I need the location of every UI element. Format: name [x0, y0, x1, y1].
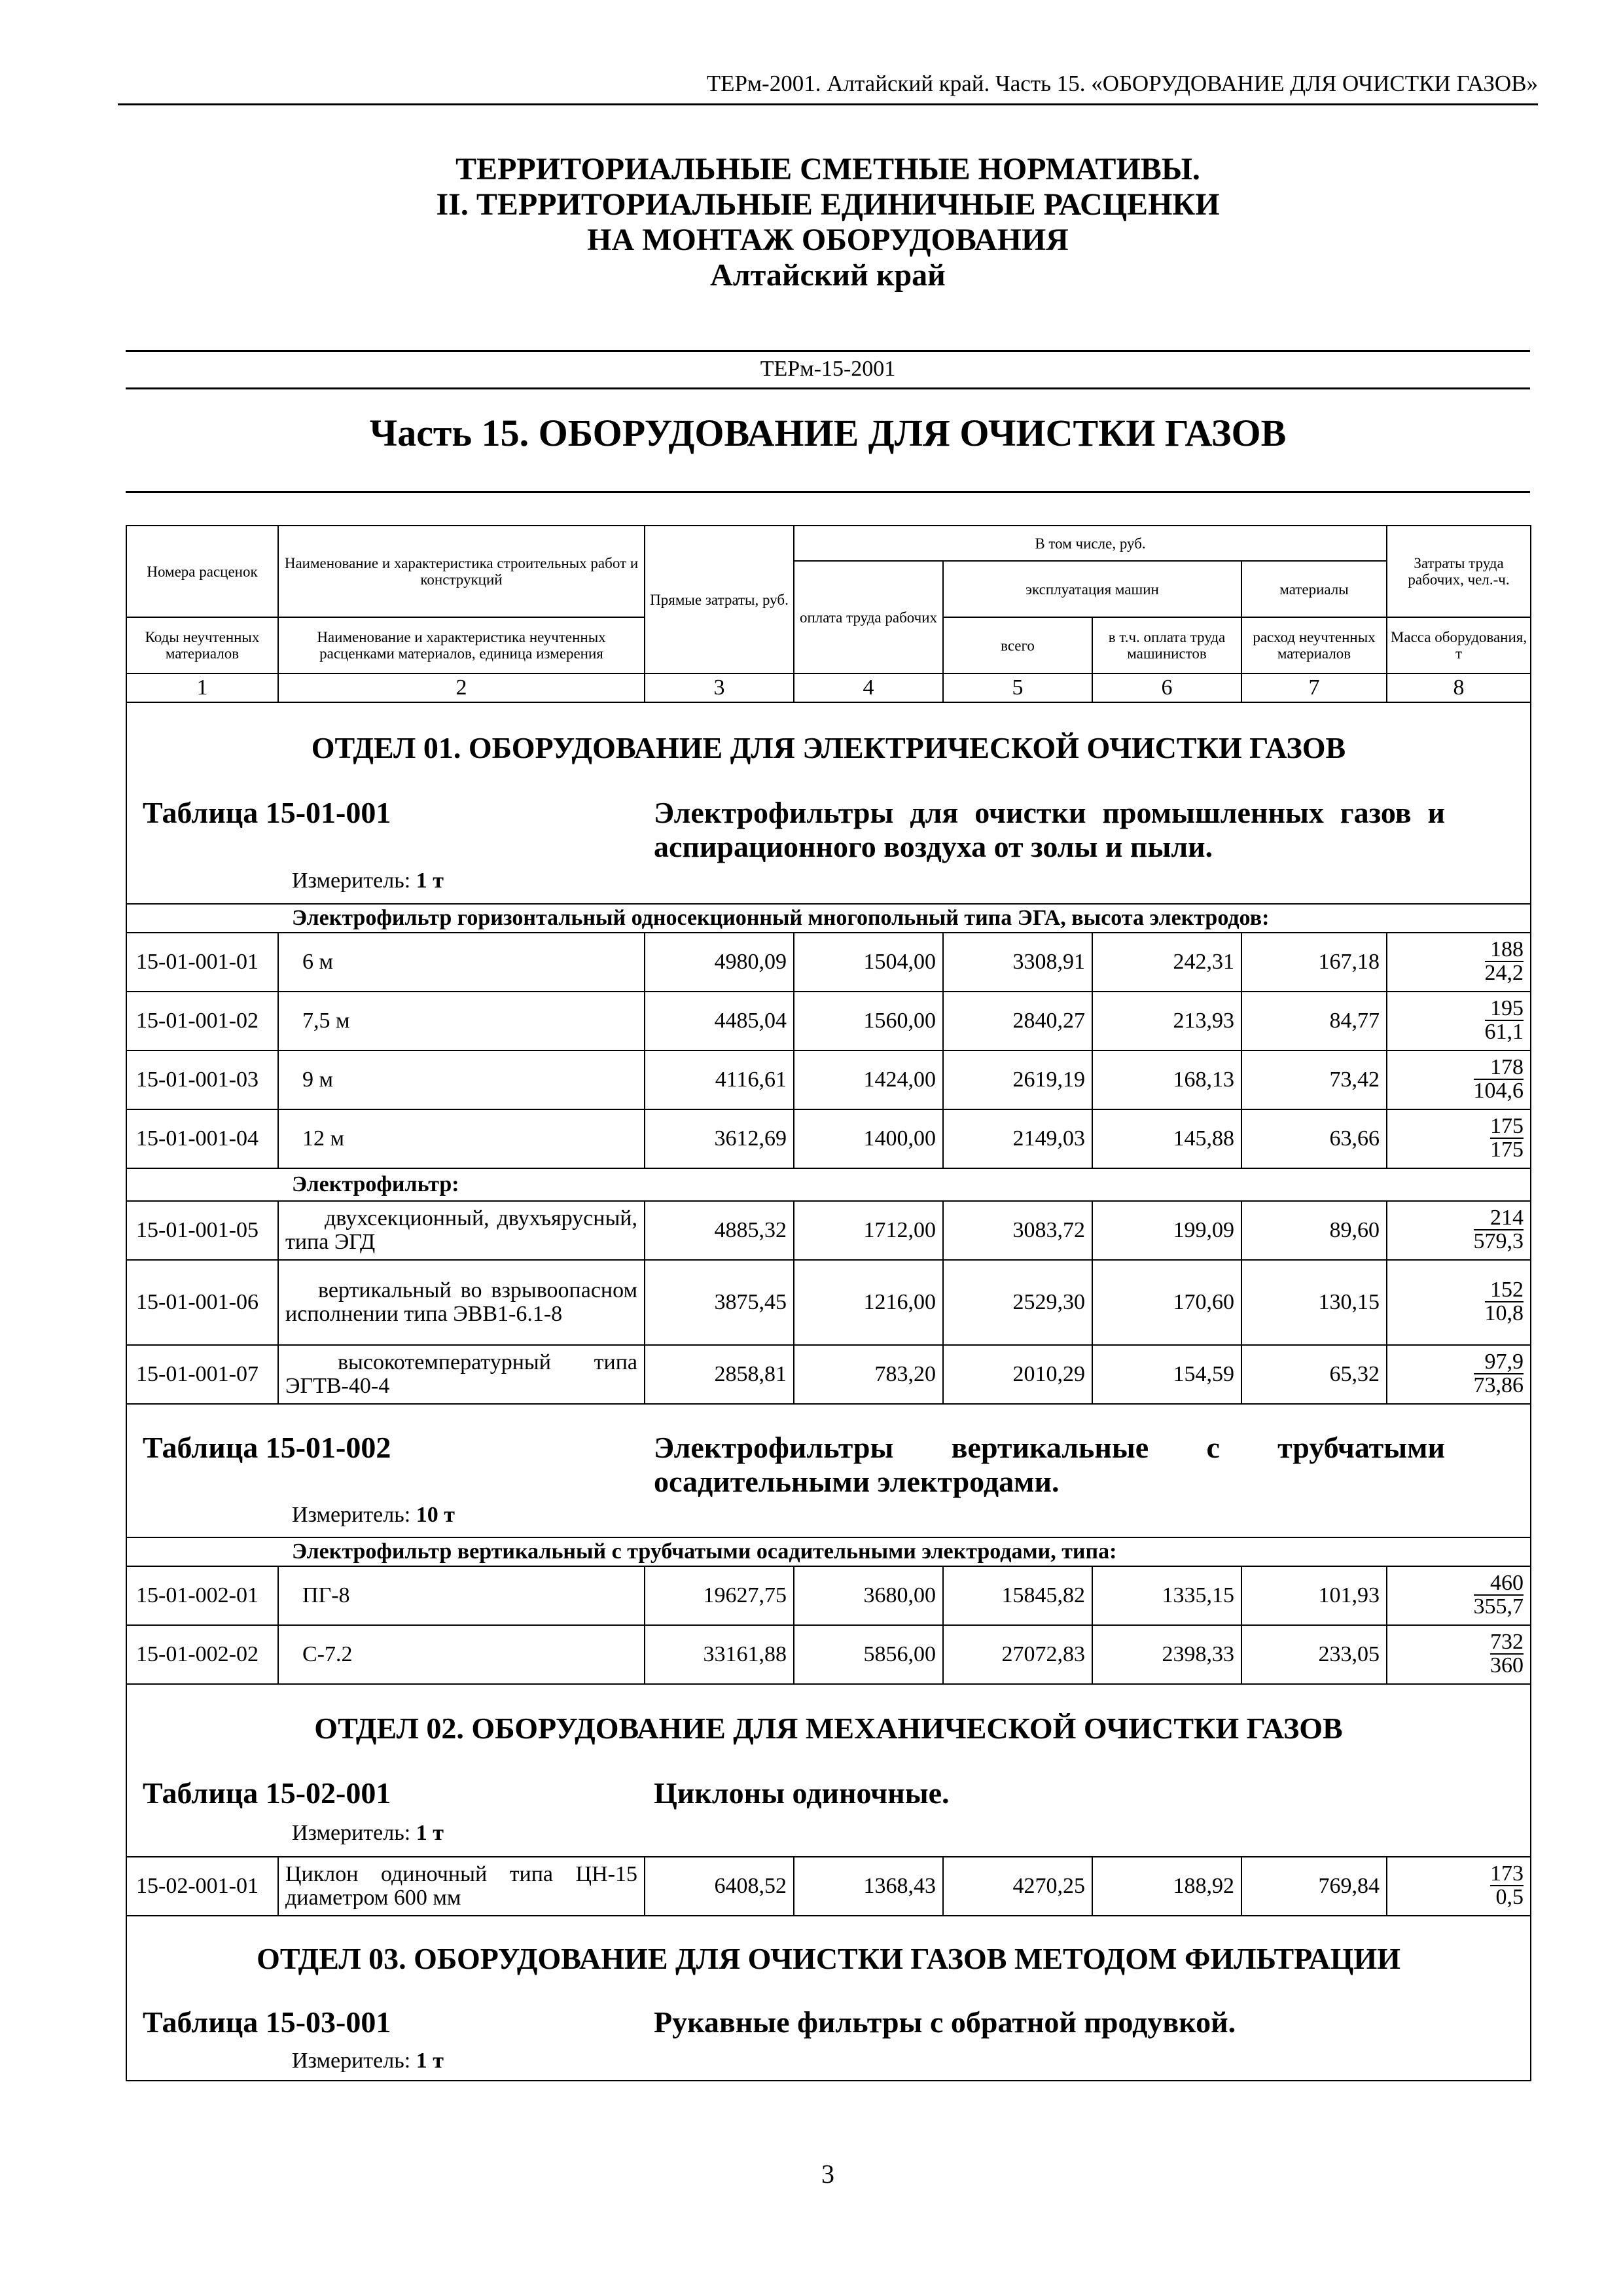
header-rate-numbers: Номера расценок	[126, 526, 278, 617]
materials: 233,05	[1241, 1625, 1387, 1684]
worker-pay: 5856,00	[794, 1625, 943, 1684]
direct-costs: 3612,69	[645, 1109, 794, 1168]
part-title-rule	[126, 491, 1530, 493]
group-heading: Электрофильтр горизонтальный односекционный многопольный типа ЭГА, высота электродов:	[126, 904, 1531, 933]
group-heading: Электрофильтр вертикальный с трубчатыми осадительными электродами, типа:	[126, 1537, 1531, 1566]
machinist-pay: 188,92	[1092, 1857, 1241, 1916]
part-title: Часть 15. ОБОРУДОВАНИЕ ДЛЯ ОЧИСТКИ ГАЗОВ	[369, 412, 1287, 454]
machinist-pay: 213,93	[1092, 992, 1241, 1050]
worker-pay: 3680,00	[794, 1566, 943, 1625]
direct-costs: 33161,88	[645, 1625, 794, 1684]
col-number: 8	[1387, 673, 1531, 702]
machinist-pay: 154,59	[1092, 1345, 1241, 1404]
header-material-consumption: расход неучтенных материалов	[1241, 617, 1387, 673]
running-header: ТЕРм-2001. Алтайский край. Часть 15. «ОБОРУДОВАНИЕ ДЛЯ ОЧИСТКИ ГАЗОВ»	[706, 71, 1538, 96]
table-row	[126, 1857, 1531, 1916]
dept01-section	[126, 702, 1531, 904]
col-number: 1	[126, 673, 278, 702]
machinist-pay: 170,60	[1092, 1260, 1241, 1345]
measure-unit: Измеритель: 10 т	[292, 1503, 455, 1527]
labor-and-mass: $\frac{175}{175}$	[1387, 1109, 1531, 1168]
work-name: высокотемпературный типа ЭГТВ-40-4	[278, 1345, 645, 1404]
direct-costs: 2858,81	[645, 1345, 794, 1404]
worker-pay: 783,20	[794, 1345, 943, 1404]
measure-unit: Измеритель: 1 т	[292, 869, 444, 893]
labor-and-mass: $\frac{195}{61,1}$	[1387, 992, 1531, 1050]
worker-pay: 1712,00	[794, 1201, 943, 1260]
col-number: 2	[278, 673, 645, 702]
header-material-codes: Коды неучтенных материалов	[126, 617, 278, 673]
table-row	[126, 1109, 1531, 1168]
table-row	[126, 1566, 1531, 1625]
header-worker-pay: оплата труда рабочих	[794, 561, 943, 673]
rate-code: 15-01-001-03	[126, 1050, 278, 1109]
labor-and-mass: $\frac{732}{360}$	[1387, 1625, 1531, 1684]
labor-and-mass: $\frac{97,9}{73,86}$	[1387, 1345, 1531, 1404]
header-equipment-mass: Масса оборудования, т	[1387, 617, 1531, 673]
worker-pay: 1400,00	[794, 1109, 943, 1168]
materials: 73,42	[1241, 1050, 1387, 1109]
machines-total: 2619,19	[943, 1050, 1092, 1109]
col-number: 7	[1241, 673, 1387, 702]
worker-pay: 1216,00	[794, 1260, 943, 1345]
labor-and-mass: $\frac{460}{355,7}$	[1387, 1566, 1531, 1625]
group-row	[126, 904, 1531, 933]
col-number: 3	[645, 673, 794, 702]
work-name: двухсекционный, двухъярусный, типа ЭГД	[278, 1201, 645, 1260]
group-heading: Электрофильтр:	[126, 1168, 1531, 1201]
table-row	[126, 933, 1531, 992]
work-name: 9 м	[278, 1050, 645, 1109]
rate-code: 15-01-002-01	[126, 1566, 278, 1625]
materials: 130,15	[1241, 1260, 1387, 1345]
rate-code: 15-01-002-02	[126, 1625, 278, 1684]
header-labor-hours: Затраты труда рабочих, чел.-ч.	[1387, 526, 1531, 617]
header-machines: эксплуатация машин	[943, 561, 1241, 617]
rate-code: 15-01-001-06	[126, 1260, 278, 1345]
rate-code: 15-01-001-04	[126, 1109, 278, 1168]
title-line-3: НА МОНТАЖ ОБОРУДОВАНИЯ	[587, 223, 1069, 257]
document-title	[118, 152, 1538, 293]
header-row-1	[126, 526, 1531, 561]
dept03-section	[126, 1916, 1531, 2081]
work-name: С-7.2	[278, 1625, 645, 1684]
machinist-pay: 1335,15	[1092, 1566, 1241, 1625]
machines-total: 27072,83	[943, 1625, 1092, 1684]
worker-pay: 1504,00	[794, 933, 943, 992]
rate-code: 15-02-001-01	[126, 1857, 278, 1916]
machines-total: 2529,30	[943, 1260, 1092, 1345]
header-materials: материалы	[1241, 561, 1387, 617]
rate-code: 15-01-001-07	[126, 1345, 278, 1404]
table-row	[126, 1345, 1531, 1404]
materials: 84,77	[1241, 992, 1387, 1050]
machines-total: 4270,25	[943, 1857, 1092, 1916]
header-machinist-pay: в т.ч. оплата труда машинистов	[1092, 617, 1241, 673]
table-row	[126, 1201, 1531, 1260]
header-number-row	[126, 673, 1531, 702]
doc-code-rule-top	[126, 350, 1530, 352]
header-direct-costs: Прямые затраты, руб.	[645, 526, 794, 673]
dept03-heading-cell	[126, 1916, 1531, 2081]
header-rule	[118, 103, 1538, 105]
direct-costs: 3875,45	[645, 1260, 794, 1345]
rate-code: 15-01-001-02	[126, 992, 278, 1050]
table-row	[126, 1050, 1531, 1109]
measure-unit: Измеритель: 1 т	[292, 2049, 444, 2073]
header-work-name: Наименование и характеристика строительных работ и конструкций	[278, 526, 645, 617]
materials: 65,32	[1241, 1345, 1387, 1404]
machines-total: 3308,91	[943, 933, 1092, 992]
labor-and-mass: $\frac{188}{24,2}$	[1387, 933, 1531, 992]
dept02-heading-cell	[126, 1684, 1531, 1857]
table-row	[126, 992, 1531, 1050]
title-line-1: ТЕРРИТОРИАЛЬНЫЕ СМЕТНЫЕ НОРМАТИВЫ.	[455, 152, 1200, 187]
labor-and-mass: $\frac{178}{104,6}$	[1387, 1050, 1531, 1109]
rate-code: 15-01-001-05	[126, 1201, 278, 1260]
machines-total: 3083,72	[943, 1201, 1092, 1260]
machinist-pay: 199,09	[1092, 1201, 1241, 1260]
materials: 63,66	[1241, 1109, 1387, 1168]
table-row	[126, 1260, 1531, 1345]
worker-pay: 1424,00	[794, 1050, 943, 1109]
work-name: Циклон одиночный типа ЦН-15 диаметром 600 мм	[278, 1857, 645, 1916]
header-including: В том числе, руб.	[794, 526, 1387, 561]
machines-total: 2149,03	[943, 1109, 1092, 1168]
dept01-title: ОТДЕЛ 01. ОБОРУДОВАНИЕ ДЛЯ ЭЛЕКТРИЧЕСКОЙ ОЧИСТКИ ГАЗОВ	[311, 731, 1346, 764]
table-code: Таблица 15-01-001	[143, 796, 391, 829]
machinist-pay: 242,31	[1092, 933, 1241, 992]
labor-and-mass: $\frac{173}{0,5}$	[1387, 1857, 1531, 1916]
dept02-section	[126, 1684, 1531, 1857]
dept01-heading-cell	[126, 702, 1531, 904]
machines-total: 15845,82	[943, 1566, 1092, 1625]
materials: 101,93	[1241, 1566, 1387, 1625]
work-name: 7,5 м	[278, 992, 645, 1050]
direct-costs: 4980,09	[645, 933, 794, 992]
direct-costs: 4116,61	[645, 1050, 794, 1109]
table-description: Циклоны одиночные.	[654, 1776, 950, 1810]
rate-code: 15-01-001-01	[126, 933, 278, 992]
dept03-title: ОТДЕЛ 03. ОБОРУДОВАНИЕ ДЛЯ ОЧИСТКИ ГАЗОВ МЕТОДОМ ФИЛЬТРАЦИИ	[257, 1942, 1400, 1975]
direct-costs: 6408,52	[645, 1857, 794, 1916]
direct-costs: 19627,75	[645, 1566, 794, 1625]
table-code: Таблица 15-02-001	[143, 1776, 391, 1810]
direct-costs: 4885,32	[645, 1201, 794, 1260]
table-15-01-002-heading-cell	[126, 1404, 1531, 1537]
title-line-2: II. ТЕРРИТОРИАЛЬНЫЕ ЕДИНИЧНЫЕ РАСЦЕНКИ	[436, 187, 1220, 222]
doc-code: ТЕРм-15-2001	[760, 357, 896, 381]
title-line-4: Алтайский край	[710, 258, 946, 293]
materials: 769,84	[1241, 1857, 1387, 1916]
table-15-01-002-section	[126, 1404, 1531, 1537]
labor-and-mass: $\frac{214}{579,3}$	[1387, 1201, 1531, 1260]
col-number: 6	[1092, 673, 1241, 702]
rates-table	[126, 525, 1531, 2081]
labor-and-mass: $\frac{152}{10,8}$	[1387, 1260, 1531, 1345]
table-code: Таблица 15-01-002	[143, 1431, 391, 1464]
worker-pay: 1560,00	[794, 992, 943, 1050]
materials: 89,60	[1241, 1201, 1387, 1260]
machinist-pay: 168,13	[1092, 1050, 1241, 1109]
table-description: Рукавные фильтры с обратной продувкой.	[654, 2005, 1236, 2039]
group-row	[126, 1537, 1531, 1566]
work-name: вертикальный во взрывоопасном исполнении типа ЭВВ1-6.1-8	[278, 1260, 645, 1345]
materials: 167,18	[1241, 933, 1387, 992]
col-number: 4	[794, 673, 943, 702]
table-code: Таблица 15-03-001	[143, 2005, 391, 2039]
machines-total: 2010,29	[943, 1345, 1092, 1404]
direct-costs: 4485,04	[645, 992, 794, 1050]
work-name: ПГ-8	[278, 1566, 645, 1625]
machinist-pay: 145,88	[1092, 1109, 1241, 1168]
table-row	[126, 1625, 1531, 1684]
dept02-title: ОТДЕЛ 02. ОБОРУДОВАНИЕ ДЛЯ МЕХАНИЧЕСКОЙ ОЧИСТКИ ГАЗОВ	[314, 1712, 1343, 1745]
machines-total: 2840,27	[943, 992, 1092, 1050]
table-description: Электрофильтры вертикальные с трубчатыми осадительными электродами.	[654, 1431, 1446, 1498]
measure-unit: Измеритель: 1 т	[292, 1821, 444, 1845]
doc-code-rule-bottom	[126, 387, 1530, 389]
group-row	[126, 1168, 1531, 1201]
header-material-names: Наименование и характеристика неучтенных расценками материалов, единица измерения	[278, 617, 645, 673]
work-name: 6 м	[278, 933, 645, 992]
work-name: 12 м	[278, 1109, 645, 1168]
page-number: 3	[821, 2159, 834, 2189]
header-machines-total: всего	[943, 617, 1092, 673]
table-description: Электрофильтры для очистки промышленных газов и аспирационного воздуха от золы и пыли.	[654, 796, 1446, 863]
col-number: 5	[943, 673, 1092, 702]
worker-pay: 1368,43	[794, 1857, 943, 1916]
machinist-pay: 2398,33	[1092, 1625, 1241, 1684]
